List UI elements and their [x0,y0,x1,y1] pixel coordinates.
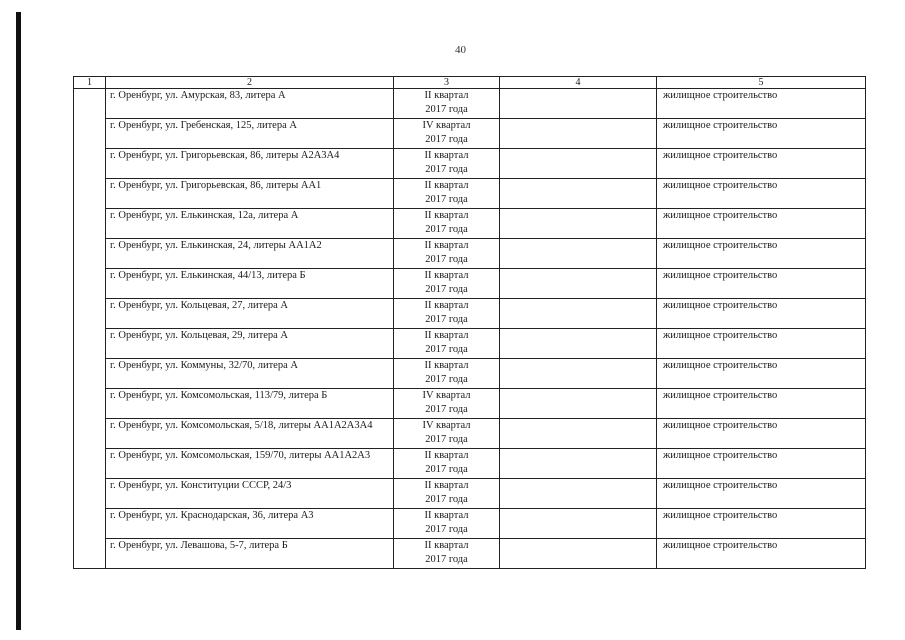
year-text: 2017 года [425,224,468,235]
table-row [74,89,866,119]
deadline-cell [394,179,500,209]
year-text: 2017 года [425,284,468,295]
quarter-text: IV квартал [422,420,471,431]
empty-cell [500,479,657,509]
address-text: г. Оренбург, ул. Кольцевая, 27, литера А [110,300,289,311]
table-row [74,149,866,179]
row-number-cell [74,509,106,539]
purpose-cell [657,359,866,389]
address-text: г. Оренбург, ул. Елькинская, 24, литеры АА1А2 [110,240,322,251]
address-cell [106,299,394,329]
table-header-row [74,77,866,89]
deadline-cell [394,359,500,389]
address-cell [106,479,394,509]
table-row [74,389,866,419]
purpose-text: жилищное строительство [663,420,778,431]
deadline-cell [394,479,500,509]
deadline-cell [394,209,500,239]
row-number-cell [74,179,106,209]
purpose-text: жилищное строительство [663,300,778,311]
empty-cell [500,269,657,299]
row-number-cell [74,329,106,359]
header-col-2: 2 [106,77,394,89]
row-number-cell [74,89,106,119]
header-col-1: 1 [74,77,106,89]
quarter-text: II квартал [424,300,469,311]
purpose-text: жилищное строительство [663,150,778,161]
quarter-text: IV квартал [422,120,471,131]
deadline-cell [394,449,500,479]
deadline-cell [394,239,500,269]
empty-cell [500,119,657,149]
year-text: 2017 года [425,104,468,115]
purpose-text: жилищное строительство [663,450,778,461]
address-cell [106,179,394,209]
quarter-text: II квартал [424,450,469,461]
table-row [74,479,866,509]
purpose-cell [657,479,866,509]
empty-cell [500,389,657,419]
deadline-cell [394,539,500,569]
address-text: г. Оренбург, ул. Кольцевая, 29, литера А [110,330,289,341]
row-number-cell [74,299,106,329]
table-row [74,299,866,329]
land-plots-table [73,76,866,569]
row-number-cell [74,449,106,479]
row-number-cell [74,269,106,299]
purpose-cell [657,419,866,449]
purpose-cell [657,239,866,269]
address-text: г. Оренбург, ул. Елькинская, 12а, литера А [110,210,299,221]
scan-edge-line [16,12,21,630]
address-text: г. Оренбург, ул. Григорьевская, 86, литеры АА1 [110,180,322,191]
table-row [74,359,866,389]
year-text: 2017 года [425,524,468,535]
purpose-cell [657,389,866,419]
address-cell [106,419,394,449]
address-text: г. Оренбург, ул. Гребенская, 125, литера А [110,120,297,131]
row-number-cell [74,359,106,389]
year-text: 2017 года [425,434,468,445]
purpose-cell [657,449,866,479]
purpose-text: жилищное строительство [663,120,778,131]
empty-cell [500,299,657,329]
address-text: г. Оренбург, ул. Краснодарская, 36, литера А3 [110,510,314,521]
deadline-cell [394,389,500,419]
empty-cell [500,239,657,269]
year-text: 2017 года [425,404,468,415]
deadline-cell [394,419,500,449]
purpose-cell [657,539,866,569]
address-cell [106,239,394,269]
purpose-text: жилищное строительство [663,210,778,221]
address-text: г. Оренбург, ул. Левашова, 5-7, литера Б [110,540,288,551]
deadline-cell [394,119,500,149]
table-body [74,89,866,569]
header-col-3: 3 [394,77,500,89]
address-cell [106,389,394,419]
purpose-cell [657,179,866,209]
quarter-text: II квартал [424,480,469,491]
quarter-text: II квартал [424,330,469,341]
empty-cell [500,509,657,539]
address-cell [106,359,394,389]
address-text: г. Оренбург, ул. Комсомольская, 113/79, литера Б [110,390,328,401]
purpose-text: жилищное строительство [663,240,778,251]
address-text: г. Оренбург, ул. Амурская, 83, литера А [110,90,286,101]
purpose-cell [657,329,866,359]
empty-cell [500,329,657,359]
address-cell [106,329,394,359]
row-number-cell [74,209,106,239]
address-cell [106,269,394,299]
quarter-text: IV квартал [422,390,471,401]
address-cell [106,89,394,119]
quarter-text: II квартал [424,540,469,551]
page-number: 40 [455,44,466,56]
purpose-cell [657,119,866,149]
header-col-5: 5 [657,77,866,89]
deadline-cell [394,149,500,179]
purpose-cell [657,299,866,329]
year-text: 2017 года [425,554,468,565]
deadline-cell [394,509,500,539]
address-text: г. Оренбург, ул. Коммуны, 32/70, литера А [110,360,298,371]
row-number-cell [74,149,106,179]
quarter-text: II квартал [424,210,469,221]
quarter-text: II квартал [424,270,469,281]
empty-cell [500,179,657,209]
address-text: г. Оренбург, ул. Елькинская, 44/13, литера Б [110,270,306,281]
purpose-cell [657,149,866,179]
table-row [74,449,866,479]
year-text: 2017 года [425,374,468,385]
table-row [74,269,866,299]
empty-cell [500,539,657,569]
quarter-text: II квартал [424,240,469,251]
year-text: 2017 года [425,194,468,205]
row-number-cell [74,389,106,419]
purpose-text: жилищное строительство [663,390,778,401]
row-number-cell [74,539,106,569]
quarter-text: II квартал [424,360,469,371]
empty-cell [500,89,657,119]
purpose-text: жилищное строительство [663,270,778,281]
header-col-4: 4 [500,77,657,89]
purpose-text: жилищное строительство [663,180,778,191]
row-number-cell [74,119,106,149]
deadline-cell [394,299,500,329]
address-text: г. Оренбург, ул. Григорьевская, 86, литеры А2А3А4 [110,150,340,161]
empty-cell [500,449,657,479]
address-cell [106,209,394,239]
empty-cell [500,419,657,449]
purpose-text: жилищное строительство [663,540,778,551]
purpose-text: жилищное строительство [663,360,778,371]
year-text: 2017 года [425,314,468,325]
purpose-cell [657,509,866,539]
quarter-text: II квартал [424,510,469,521]
year-text: 2017 года [425,134,468,145]
address-text: г. Оренбург, ул. Комсомольская, 5/18, литеры АА1А2А3А4 [110,420,373,431]
empty-cell [500,149,657,179]
deadline-cell [394,269,500,299]
purpose-text: жилищное строительство [663,510,778,521]
table-row [74,419,866,449]
purpose-cell [657,209,866,239]
address-cell [106,539,394,569]
table-row [74,509,866,539]
table-row [74,209,866,239]
quarter-text: II квартал [424,150,469,161]
deadline-cell [394,329,500,359]
year-text: 2017 года [425,254,468,265]
row-number-cell [74,239,106,269]
year-text: 2017 года [425,164,468,175]
quarter-text: II квартал [424,180,469,191]
address-text: г. Оренбург, ул. Конституции СССР, 24/3 [110,480,292,491]
address-cell [106,119,394,149]
address-text: г. Оренбург, ул. Комсомольская, 159/70, литеры АА1А2А3 [110,450,371,461]
address-cell [106,149,394,179]
year-text: 2017 года [425,464,468,475]
table-row [74,239,866,269]
empty-cell [500,209,657,239]
address-cell [106,449,394,479]
table-row [74,539,866,569]
address-cell [106,509,394,539]
table-row [74,329,866,359]
purpose-text: жилищное строительство [663,330,778,341]
table-row [74,179,866,209]
row-number-cell [74,479,106,509]
year-text: 2017 года [425,494,468,505]
quarter-text: II квартал [424,90,469,101]
purpose-cell [657,89,866,119]
year-text: 2017 года [425,344,468,355]
purpose-cell [657,269,866,299]
empty-cell [500,359,657,389]
deadline-cell [394,89,500,119]
purpose-text: жилищное строительство [663,480,778,491]
purpose-text: жилищное строительство [663,90,778,101]
row-number-cell [74,419,106,449]
table-row [74,119,866,149]
